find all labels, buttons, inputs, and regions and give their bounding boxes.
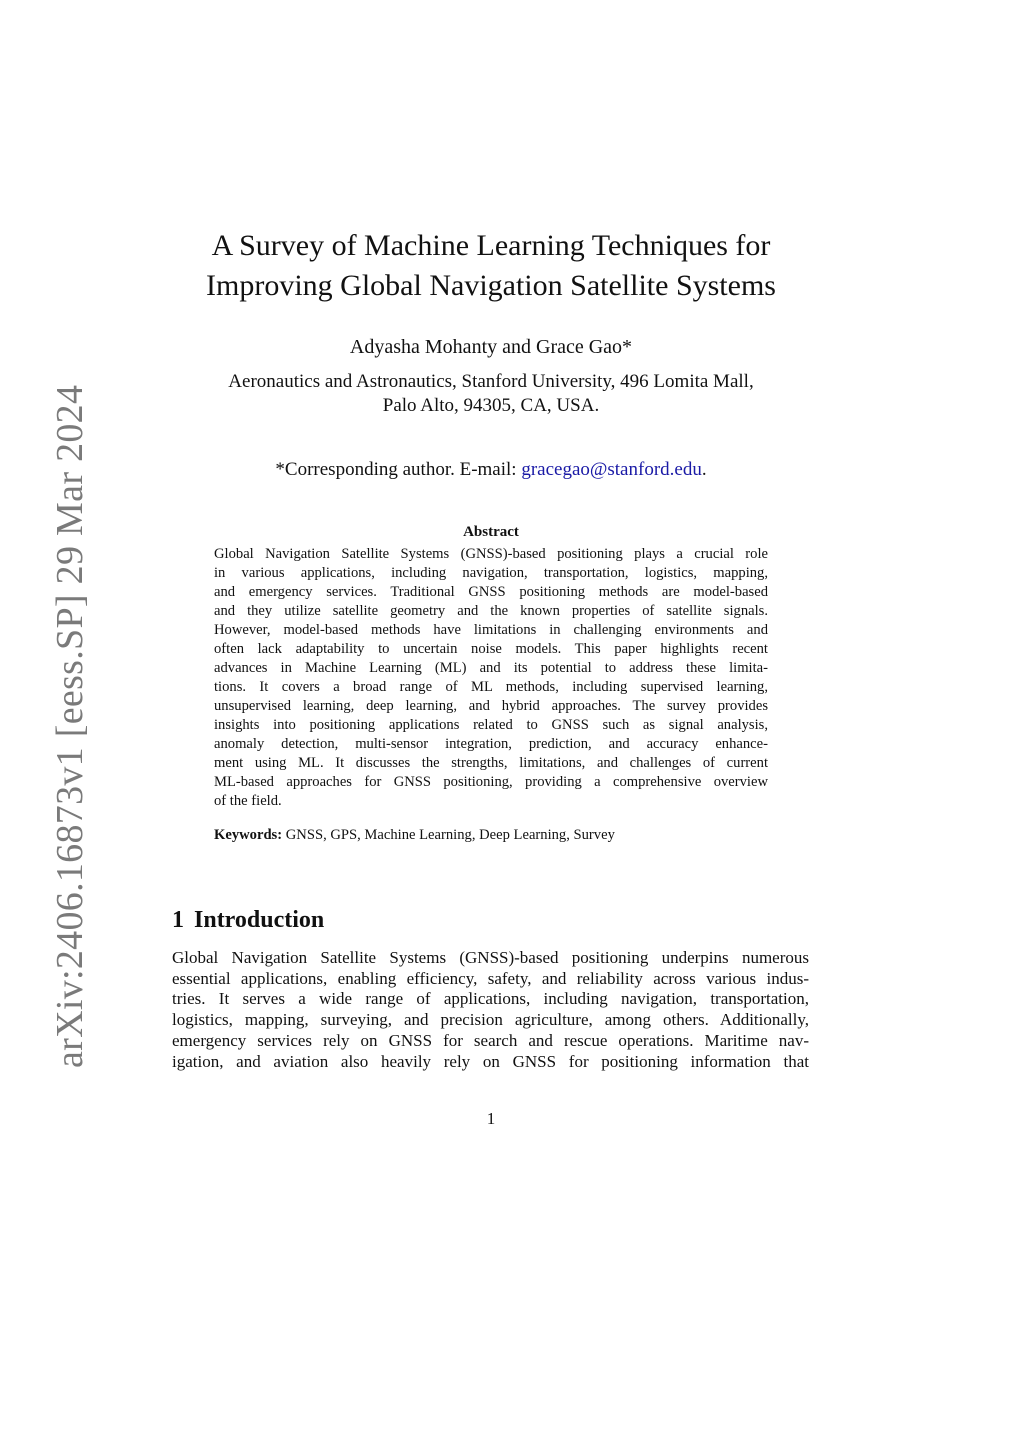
abstract-heading: Abstract [463, 524, 519, 540]
abstract-line: in various applications, including navigation, transportation, logistics, mapping, [214, 565, 768, 581]
body-line: igation, and aviation also heavily rely on GNSS for positioning information that [172, 1051, 809, 1071]
section-number: 1 [172, 907, 184, 933]
abstract-line: and emergency services. Traditional GNSS positioning methods are model-based [214, 584, 768, 600]
abstract-line: ML-based approaches for GNSS positioning, providing a comprehensive overview [214, 774, 768, 790]
paper-title [160, 226, 822, 306]
body-line: Global Navigation Satellite Systems (GNSS)-based positioning underpins numerous [172, 948, 809, 967]
keywords-text: GNSS, GPS, Machine Learning, Deep Learning, Survey [282, 827, 615, 843]
abstract-line: Global Navigation Satellite Systems (GNSS)-based positioning plays a crucial role [214, 546, 768, 562]
abstract-body [214, 545, 768, 811]
corresponding-prefix: *Corresponding author. E-mail: [275, 459, 522, 480]
author-list: Adyasha Mohanty and Grace Gao* [349, 336, 633, 358]
abstract-line: anomaly detection, multi-sensor integration, prediction, and accuracy enhance- [214, 736, 768, 752]
keywords [214, 826, 768, 845]
abstract-line: insights into positioning applications related to GNSS such as signal analysis, [214, 717, 768, 733]
introduction-paragraph [172, 948, 809, 1072]
author-email-link[interactable]: gracegao@stanford.edu [521, 459, 702, 480]
body-line: emergency services rely on GNSS for search and rescue operations. Maritime nav- [172, 1030, 809, 1050]
abstract-line: and they utilize satellite geometry and the known properties of satellite signals. [214, 603, 768, 619]
arxiv-identifier-stamp: arXiv:2406.16873v1 [eess.SP] 29 Mar 2024 [49, 384, 91, 1068]
section-title: Introduction [194, 907, 325, 933]
affiliation [160, 370, 822, 418]
abstract-line: advances in Machine Learning (ML) and its potential to address these limita- [214, 660, 768, 676]
abstract-line: tions. It covers a broad range of ML methods, including supervised learning, [214, 679, 768, 695]
abstract-line: However, model-based methods have limitations in challenging environments and [214, 622, 768, 638]
title-line: A Survey of Machine Learning Techniques for [211, 229, 771, 262]
title-line: Improving Global Navigation Satellite Systems [206, 269, 776, 302]
section-heading-introduction [172, 904, 324, 936]
page-number: 1 [486, 1109, 496, 1128]
abstract-line: unsupervised learning, deep learning, and hybrid approaches. The survey provides [214, 698, 768, 714]
corresponding-suffix: . [701, 459, 707, 480]
abstract-line: ment using ML. It discusses the strengths, limitations, and challenges of current [214, 755, 768, 771]
abstract-line: of the field. [214, 793, 282, 809]
abstract-line: often lack adaptability to uncertain noise models. This paper highlights recent [214, 641, 768, 657]
affiliation-line: Aeronautics and Astronautics, Stanford University, 496 Lomita Mall, [228, 371, 754, 392]
body-line: tries. It serves a wide range of applications, including navigation, transportation, [172, 989, 809, 1009]
body-line: essential applications, enabling efficiency, safety, and reliability across various indus- [172, 968, 809, 988]
corresponding-author-note [160, 458, 822, 482]
keywords-label: Keywords: [214, 827, 283, 843]
body-line: logistics, mapping, surveying, and precision agriculture, among others. Additionally, [172, 1010, 809, 1030]
affiliation-line: Palo Alto, 94305, CA, USA. [382, 395, 600, 416]
